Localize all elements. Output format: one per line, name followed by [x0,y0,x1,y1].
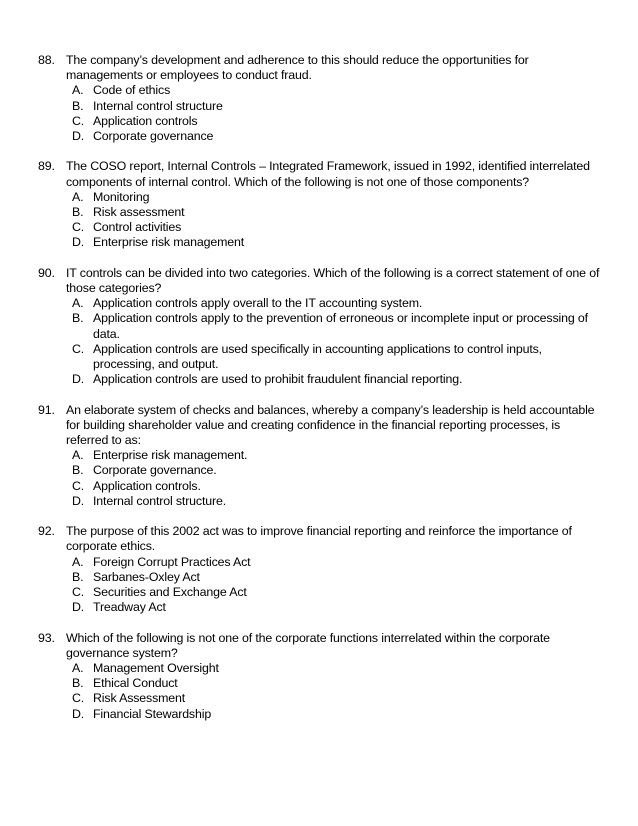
question-number: 92. [38,524,55,539]
option-text: Application controls apply to the prevention of erroneous or incomplete input or processing of data. [93,311,588,341]
option-letter: D. [72,372,85,387]
option-letter: C. [72,341,85,356]
answer-options [0,296,638,387]
question-90 [0,266,638,388]
answer-option [72,296,602,311]
answer-option [72,448,602,463]
answer-option [72,493,602,509]
answer-option [72,463,602,478]
option-letter: C. [72,220,85,235]
answer-option [72,554,602,570]
answer-option [72,676,602,691]
question-89 [0,159,638,250]
answer-options [0,661,638,722]
option-text: Risk assessment [93,205,185,220]
option-text: Enterprise risk management [93,235,245,250]
question-text: An elaborate system of checks and balances, whereby a company’s leadership is held accountable for building shareholder value and creating confidence in the financial reporting processes, is referred to as: [66,402,595,448]
answer-option [72,83,602,98]
answer-options [0,83,638,144]
option-letter: B. [72,205,84,220]
option-letter: A. [72,661,84,676]
question-text: The COSO report, Internal Controls – Integrated Framework, issued in 1992, identified interrelated components of internal control. Which of the following is not one of those components? [66,159,590,189]
answer-option [72,585,602,600]
option-letter: B. [72,311,84,326]
option-text: Application controls [93,113,198,128]
question-93 [0,631,638,722]
answer-option [72,691,602,706]
answer-option [72,478,602,494]
option-text: Sarbanes-Oxley Act [93,569,200,584]
question-text: The company’s development and adherence to this should reduce the opportunities for managements or employees to conduct fraud. [66,53,529,83]
answer-options [0,190,638,251]
option-letter: A. [72,554,84,569]
question-number: 93. [38,630,55,645]
question-number: 89. [38,159,55,174]
answer-option [72,220,602,235]
option-text: Code of ethics [93,83,171,98]
document-page [0,53,638,737]
option-letter: D. [72,493,85,508]
option-text: Enterprise risk management. [93,448,248,463]
option-text: Corporate governance. [93,463,217,478]
option-text: Internal control structure. [93,493,226,508]
question-number: 90. [38,265,55,280]
answer-option [72,205,602,220]
question-text: IT controls can be divided into two categories. Which of the following is a correct statement of one of those categories? [66,265,600,296]
option-text: Application controls are used specifically in accounting applications to control inputs, processing, and output. [93,341,542,372]
question-number: 91. [38,402,55,417]
answer-option [72,98,602,114]
answer-option [72,235,602,250]
answer-option [72,661,602,676]
option-letter: D. [72,706,85,721]
question-text: Which of the following is not one of the corporate functions interrelated within the corporate governance system? [66,630,550,660]
question-92 [0,524,638,615]
answer-option [72,341,602,372]
answer-option [72,372,602,387]
answer-options [0,555,638,616]
option-letter: D. [72,600,85,615]
option-letter: A. [72,83,84,98]
option-text: Application controls are used to prohibit fraudulent financial reporting. [93,372,463,387]
option-text: Securities and Exchange Act [93,585,247,600]
question-91 [0,403,638,509]
option-text: Control activities [93,220,182,235]
option-text: Corporate governance [93,129,214,144]
option-letter: A. [72,448,84,463]
answer-option [72,189,602,205]
question-text: The purpose of this 2002 act was to improve financial reporting and reinforce the importance of corporate ethics. [66,524,572,554]
option-letter: B. [72,676,84,691]
option-text: Ethical Conduct [93,676,178,691]
answer-option [72,311,602,341]
option-letter: B. [72,98,84,113]
answer-option [72,706,602,722]
option-text: Application controls. [93,478,201,493]
option-text: Risk Assessment [93,691,186,706]
answer-option [72,113,602,129]
option-text: Foreign Corrupt Practices Act [93,554,251,569]
option-letter: D. [72,129,85,144]
option-letter: B. [72,463,84,478]
answer-option [72,600,602,615]
answer-option [72,129,602,144]
option-text: Internal control structure [93,98,223,113]
option-text: Monitoring [93,189,150,204]
option-letter: A. [72,189,84,204]
answer-options [0,448,638,509]
option-text: Management Oversight [93,661,219,676]
option-letter: B. [72,569,84,584]
option-letter: A. [72,296,84,311]
question-88 [0,53,638,144]
option-letter: C. [72,691,85,706]
option-text: Treadway Act [93,600,166,615]
option-letter: C. [72,478,85,493]
answer-option [72,569,602,585]
option-letter: D. [72,235,85,250]
option-text: Application controls apply overall to the IT accounting system. [93,296,423,311]
option-text: Financial Stewardship [93,706,212,721]
question-number: 88. [38,53,55,67]
option-letter: C. [72,585,85,600]
option-letter: C. [72,113,85,128]
